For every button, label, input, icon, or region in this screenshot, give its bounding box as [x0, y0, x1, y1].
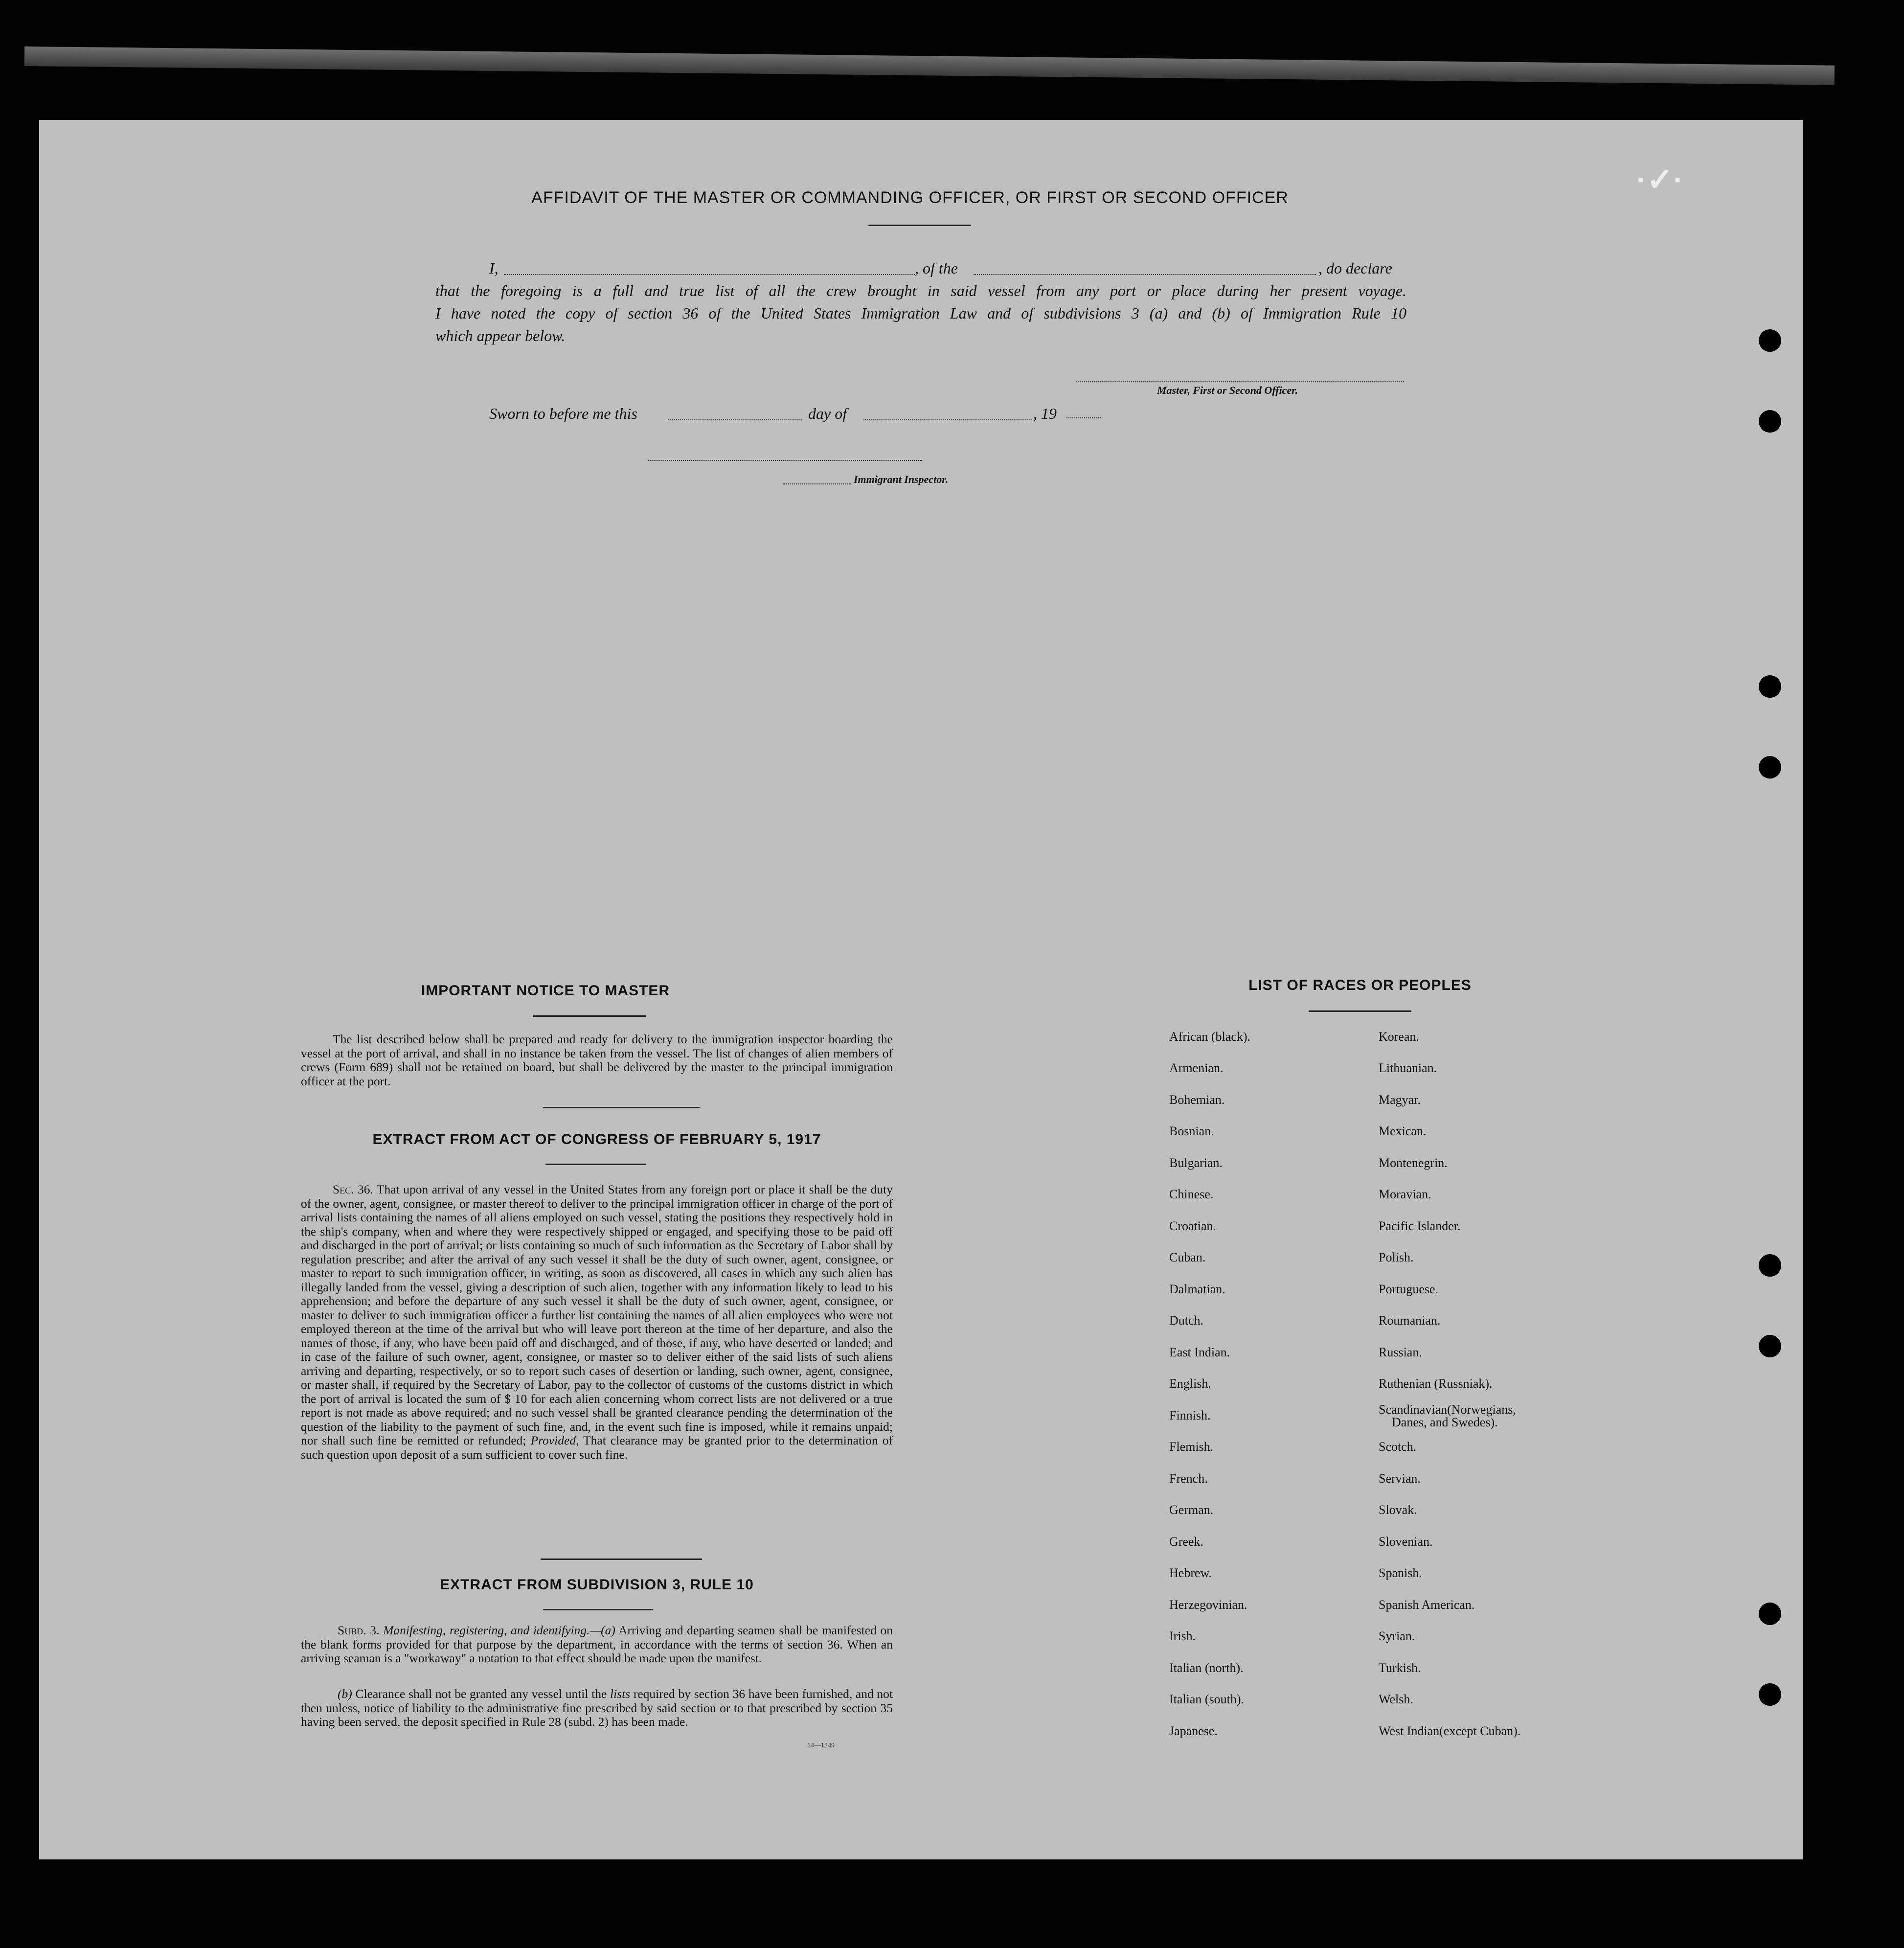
act-text: [301, 1183, 893, 1462]
race-item: Italian (north).: [1169, 1661, 1244, 1675]
master-signature-field[interactable]: [1076, 381, 1404, 382]
race-item: Scandinavian(Norwegians,: [1379, 1402, 1516, 1417]
race-item: Syrian.: [1379, 1629, 1415, 1643]
day-of-label: day of: [808, 405, 847, 422]
notice-divider: [543, 1107, 700, 1108]
binder-hole: [1759, 1335, 1781, 1357]
i-label: I,: [489, 259, 499, 277]
race-item: Lithuanian.: [1379, 1061, 1437, 1075]
race-item: Magyar.: [1379, 1093, 1421, 1107]
scanner-top-strip: [24, 46, 1835, 85]
form-number: 14—1249: [807, 1742, 835, 1749]
race-item: Scotch.: [1379, 1440, 1417, 1454]
race-item: Bosnian.: [1169, 1124, 1214, 1138]
subd-label: Subd. 3.: [338, 1623, 380, 1637]
corner-mark: ·✓·: [1636, 162, 1684, 197]
year-field[interactable]: [1066, 417, 1101, 418]
affidavit-title: AFFIDAVIT OF THE MASTER OR COMMANDING OFFICER, OR FIRST OR SECOND OFFICER: [531, 188, 1289, 207]
race-item: Polish.: [1379, 1250, 1414, 1264]
binder-hole: [1759, 675, 1781, 698]
race-item: Roumanian.: [1379, 1313, 1441, 1328]
title-underline: [868, 225, 971, 226]
race-item: Welsh.: [1379, 1692, 1413, 1706]
of-the-label: , of the: [915, 259, 958, 277]
race-item: Finnish.: [1169, 1408, 1211, 1422]
race-item: Armenian.: [1169, 1061, 1224, 1075]
binder-hole: [1759, 1683, 1781, 1706]
sworn-label: Sworn to before me this: [489, 405, 637, 422]
affidavit-line-2: that the foregoing is a full and true list of all the crew brought in said vessel from any port or place during her present voyage.: [435, 282, 1406, 299]
b-label: (b): [338, 1687, 352, 1701]
race-item: East Indian.: [1169, 1345, 1230, 1359]
month-field[interactable]: [863, 419, 1032, 420]
act-underline: [545, 1164, 646, 1165]
race-item: Croatian.: [1169, 1219, 1217, 1233]
affidavit-line-3: I have noted the copy of section 36 of the United States Immigration Law and of subdivisions 3 (a) and (b) of Immigration Rule 10: [435, 304, 1406, 322]
rule-text: [301, 1624, 893, 1666]
race-item: Slovak.: [1379, 1503, 1417, 1517]
race-item: Portuguese.: [1379, 1282, 1439, 1296]
race-item: Russian.: [1379, 1345, 1422, 1359]
binder-hole: [1759, 756, 1781, 779]
notice-heading: IMPORTANT NOTICE TO MASTER: [421, 983, 670, 999]
rule-underline: [543, 1609, 653, 1610]
race-item: Mexican.: [1379, 1124, 1427, 1138]
binder-hole: [1759, 1254, 1781, 1277]
race-item: Bohemian.: [1169, 1093, 1225, 1107]
act-body: That upon arrival of any vessel in the United States from any foreign port or place it shall be the duty of the owner, agent, consignee, or master thereof to deliver to the principal immigration officer in charge of the port of arrival lists containing the names of all aliens employed on such vessel, stating the positions they respectively hold in the ship's company, when and where they were respectively shipped or engaged, and specifying those to be paid off and discharged in the port of arrival; or lists containing so much of such information as the Secretary of Labor shall by regulation prescribe; and after the arrival of any such vessel it shall be the duty of such owner, agent, consignee, or master to report to such immigration officer, in writing, as soon as discovered, all cases in which any such alien has illegally landed from the vessel, giving a description of such alien, together with any information likely to lead to his apprehension; and before the departure of any such vessel it shall be the duty of such owner, agent, consignee, or master to deliver to such immigration officer a further list containing the names of all alien employees who were not employed thereon at the time of the arrival but who will leave port thereon at the time of her departure, and also the names of those, if any, who have been paid off and discharged, and of those, if any, who have deserted or landed; and in case of the failure of such owner, agent, consignee, or master so to deliver either of the said lists of such aliens arriving and departing, respectively, or so to report such cases of desertion or landing, such owner, agent, consignee, or master shall, if required by the Secretary of Labor, pay to the collector of customs of the customs district in which the port of arrival is located the sum of $ 10 for each alien concerning whom correct lists are not delivered or a true report is not made as above required; and no such vessel shall be granted clearance pending the determination of the question of the liability to the payment of such fine, and, in the event such fine is imposed, while it remains unpaid; nor shall such fine be remitted or refunded;: [301, 1182, 893, 1447]
race-item: Greek.: [1169, 1535, 1204, 1549]
race-item: Flemish.: [1169, 1440, 1214, 1454]
sec-label: Sec. 36.: [333, 1182, 373, 1196]
act-body-end: That clearance may be granted prior to the determination of such question upon deposit of a sum sufficient to cover such fine.: [301, 1433, 893, 1462]
do-declare-label: , do declare: [1318, 259, 1392, 277]
race-item: Italian (south).: [1169, 1692, 1245, 1706]
subd-title: Manifesting, registering, and identifying.—(a): [383, 1623, 615, 1637]
race-item: Ruthenian (Russniak).: [1379, 1376, 1493, 1391]
binder-hole: [1759, 410, 1781, 433]
inspector-label: Immigrant Inspector.: [854, 473, 949, 485]
race-item: Montenegrin.: [1379, 1156, 1448, 1170]
notice-body: The list described below shall be prepared and ready for delivery to the immigration inspector boarding the vessel at the port of arrival, and shall in no instance be taken from the vessel. The list of changes of alien members of crews (Form 689) shall not be retained on board, but shall be delivered by the master to the principal immigration officer at the port.: [301, 1032, 893, 1088]
race-item: Korean.: [1379, 1030, 1420, 1044]
race-item: Chinese.: [1169, 1187, 1214, 1201]
binder-hole: [1759, 1603, 1781, 1625]
race-item: Spanish.: [1379, 1566, 1422, 1580]
race-item: West Indian(except Cuban).: [1379, 1724, 1521, 1738]
races-underline: [1309, 1010, 1411, 1012]
race-item: Slovenian.: [1379, 1535, 1433, 1549]
notice-text: [301, 1032, 893, 1088]
inspector-short-line: [783, 483, 851, 484]
vessel-field[interactable]: [974, 274, 1316, 275]
rule-heading: EXTRACT FROM SUBDIVISION 3, RULE 10: [440, 1577, 754, 1593]
race-item: Moravian.: [1379, 1187, 1431, 1201]
act-divider: [541, 1558, 702, 1560]
day-field[interactable]: [668, 419, 802, 420]
races-heading: LIST OF RACES OR PEOPLES: [1248, 977, 1472, 993]
lists-word: lists: [610, 1687, 631, 1701]
race-item: Spanish American.: [1379, 1598, 1475, 1612]
race-item: Servian.: [1379, 1471, 1421, 1486]
race-item: Danes, and Swedes).: [1392, 1415, 1498, 1429]
race-item: Dutch.: [1169, 1313, 1204, 1328]
rule-body-b1: Clearance shall not be granted any vessel until the: [355, 1687, 607, 1701]
race-item: African (black).: [1169, 1030, 1251, 1044]
race-item: French.: [1169, 1471, 1208, 1486]
provided-label: Provided,: [530, 1433, 579, 1447]
name-field[interactable]: [504, 274, 915, 275]
race-item: Hebrew.: [1169, 1566, 1212, 1580]
notice-underline: [533, 1015, 646, 1017]
binder-hole: [1759, 329, 1781, 352]
master-label: Master, First or Second Officer.: [1157, 384, 1298, 396]
affidavit-line-4: which appear below.: [435, 327, 566, 344]
rule-body-b2: required by section 36 have been furnished, and not then unless, notice of liability to the administrative fine prescribed by said section or to that prescribed by section 35 having been served, the deposit specified in Rule 28 (subd. 2) has been made.: [301, 1687, 893, 1729]
race-item: Cuban.: [1169, 1250, 1206, 1264]
act-heading: EXTRACT FROM ACT OF CONGRESS OF FEBRUARY 5, 1917: [372, 1131, 821, 1147]
year-prefix: , 19: [1033, 405, 1057, 422]
race-item: Irish.: [1169, 1629, 1196, 1643]
race-item: English.: [1169, 1376, 1211, 1391]
race-item: Dalmatian.: [1169, 1282, 1225, 1296]
race-item: Bulgarian.: [1169, 1156, 1223, 1170]
rule-text-b: [301, 1687, 893, 1729]
race-item: Japanese.: [1169, 1724, 1218, 1738]
race-item: Turkish.: [1379, 1661, 1421, 1675]
inspector-signature-field[interactable]: [648, 460, 922, 461]
rule-body-a: Arriving and departing seamen shall be manifested on the blank forms provided for that purpose by the department, in accordance with the terms of section 36. When an arriving seaman is a "workaway" a notation to that effect should be made upon the manifest.: [301, 1623, 893, 1665]
race-item: Herzegovinian.: [1169, 1598, 1247, 1612]
race-item: Pacific Islander.: [1379, 1219, 1461, 1233]
race-item: German.: [1169, 1503, 1214, 1517]
